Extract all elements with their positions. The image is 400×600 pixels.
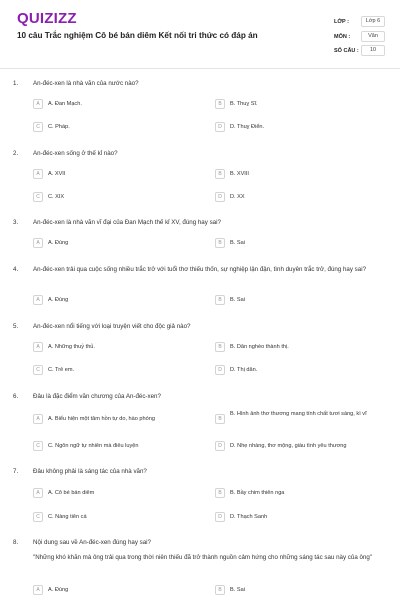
quizizz-logo[interactable]: QUIZIZZ [17,10,77,27]
option-text: B. Bầy chim thiên nga [230,490,285,496]
option-letter-badge: D [215,192,225,202]
option-letter-badge: D [215,441,225,451]
question-number: 7. [13,468,19,475]
question-text: An-đéc-xen là nhà văn vĩ đại của Đan Mạch thế kỉ XV, đúng hay sai? [33,219,221,226]
meta-class [334,16,386,30]
question-text: An-đéc-xen trải qua cuộc sống nhiều trắc trở với tuổi thơ thiếu thốn, sự nghiệp lận đận, tình duyên trắc trở, đúng hay sai? [33,266,367,273]
meta-subject [334,31,386,45]
question-text: Nội dung sau về An-đéc-xen đúng hay sai? [33,539,151,546]
option-letter-badge: B [215,169,225,179]
option-text: D. Thạch Sanh [230,514,268,520]
question-number: 8. [13,539,19,546]
option-letter-badge: C [33,441,43,451]
question-text: Đâu không phải là sáng tác của nhà văn? [33,468,147,475]
page-title: 10 câu Trắc nghiệm Cô bé bán diêm Kết nối tri thức có đáp án [17,31,258,40]
option-text: A. Đúng [48,240,69,246]
option-text: D. XX [230,194,245,200]
option-text: B. Sai [230,297,245,303]
meta-class-value: Lớp 6 [361,16,385,27]
option-letter-badge: A [33,342,43,352]
option-text: A. XVII [48,171,66,177]
option-text: A. Cô bé bán diêm [48,490,95,496]
option-letter-badge: B [215,238,225,248]
question-number: 1. [13,80,19,87]
option-letter-badge: A [33,169,43,179]
option-letter-badge: D [215,122,225,132]
option-text: A. Biểu hiện một tâm hồn tự do, hào phóng [48,416,155,422]
question-number: 6. [13,393,19,400]
meta-count [334,45,386,59]
option-letter-badge: A [33,99,43,109]
option-letter-badge: B [215,585,225,595]
question-number: 5. [13,323,19,330]
option-text: D. Thuỵ Điển. [230,124,265,130]
meta-count-value: 10 [361,45,385,56]
option-letter-badge: A [33,295,43,305]
option-text: C. Trẻ em. [48,367,75,373]
option-text: A. Những thuỷ thủ. [48,344,95,350]
option-text: D. Thị dân. [230,367,258,373]
option-letter-badge: B [215,488,225,498]
option-text: A. Đúng [48,587,69,593]
option-text: B. Hình ảnh thơ thương mang tính chất tươi sáng, kì vĩ [230,411,367,417]
option-letter-badge: A [33,238,43,248]
option-text: C. Pháp. [48,124,70,130]
option-letter-badge: B [215,342,225,352]
meta-count-label: SỐ CÂU : [334,48,359,54]
option-letter-badge: B [215,99,225,109]
option-letter-badge: B [215,414,225,424]
option-letter-badge: A [33,585,43,595]
option-text: B. XVIII [230,171,249,177]
question-quote: "Những khó khăn mà ông trải qua trong thời niên thiếu đã trở thành nguồn cảm hứng cho những sáng tác sau này của ông" [33,554,372,561]
option-letter-badge: C [33,365,43,375]
option-letter-badge: A [33,414,43,424]
option-letter-badge: C [33,122,43,132]
question-number: 3. [13,219,19,226]
option-letter-badge: B [215,295,225,305]
option-letter-badge: C [33,192,43,202]
option-text: A. Đúng [48,297,69,303]
option-letter-badge: D [215,365,225,375]
header [0,0,400,66]
option-text: A. Đan Mạch. [48,101,82,107]
question-text: An-đéc-xen là nhà văn của nước nào? [33,80,139,87]
option-text: B. Thuỵ Sĩ. [230,101,258,107]
option-text: B. Dân nghèo thành thị. [230,344,289,350]
option-text: C. XIX [48,194,65,200]
option-text: B. Sai [230,240,245,246]
option-letter-badge: C [33,512,43,522]
option-letter-badge: D [215,512,225,522]
option-text: C. Nàng tiên cá [48,514,87,520]
question-number: 2. [13,150,19,157]
meta-subject-value: Văn [361,31,385,42]
option-text: D. Nhẹ nhàng, thơ mộng, giàu tình yêu thương [230,443,347,449]
option-text: C. Ngôn ngữ tự nhiên mà điêu luyện [48,443,139,449]
meta-subject-label: MÔN : [334,34,351,40]
question-text: An-đéc-xen nổi tiếng với loại truyện viết cho độc giả nào? [33,323,191,330]
header-divider [0,68,400,69]
option-text: B. Sai [230,587,245,593]
option-letter-badge: A [33,488,43,498]
question-text: Đâu là đặc điểm văn chương của An-đéc-xen? [33,393,161,400]
question-text: An-đéc-xen sống ở thế kỉ nào? [33,150,118,157]
meta-class-label: LỚP : [334,19,349,25]
question-number: 4. [13,266,19,273]
